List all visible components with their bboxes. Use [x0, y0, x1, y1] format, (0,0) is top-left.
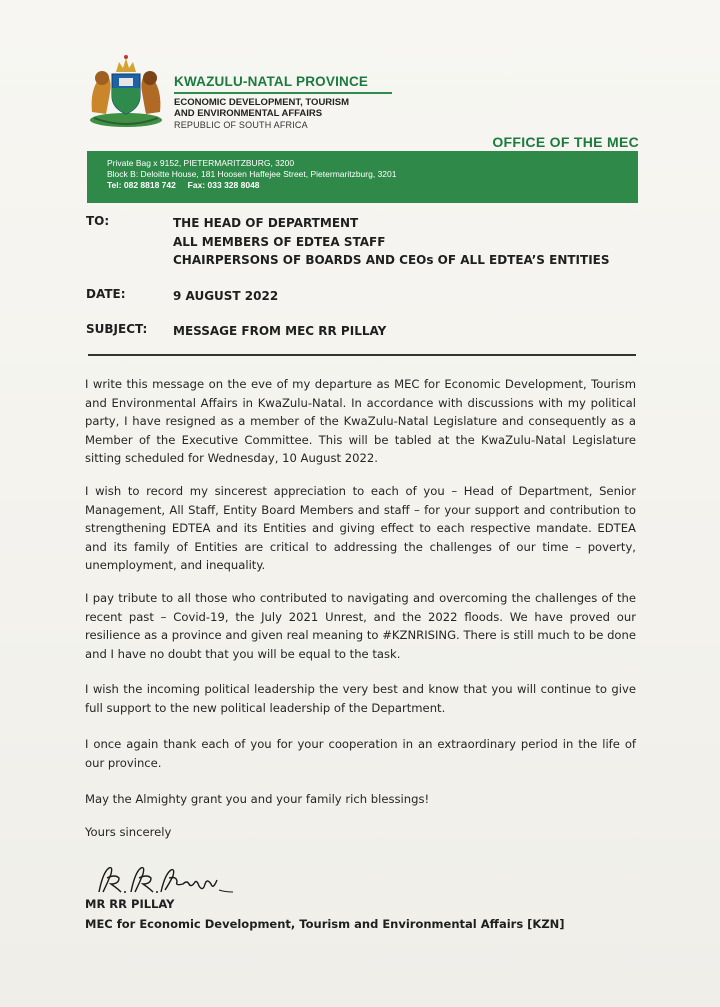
to-label: TO: — [86, 214, 110, 228]
paragraph-3: I pay tribute to all those who contributed to navigating and overcoming the challenges of the recent past – Covid-19, the July 2021 Unrest, and the 2022 floods. We have proved our resilience as a province and given real meaning to #KZNRISING. There is still much to be done and I have no doubt that you will be equal to the task. — [85, 591, 636, 661]
paragraph-2: I wish to record my sincerest appreciation to each of you – Head of Department, Senior Management, All Staff, Entity Board Members and staff – for your support and contribution to strengthening EDTEA and its Entities and giving effect to each respective mandate. EDTEA and its family of Entities are critical to addressing the challenges of our time – poverty, unemployment, and inequality. — [85, 484, 636, 573]
date-value: 9 AUGUST 2022 — [173, 289, 279, 303]
coat-of-arms-icon — [86, 52, 166, 130]
paragraph-1: I write this message on the eve of my departure as MEC for Economic Development, Tourism and Environmental Affairs in KwaZulu-Natal. In accordance with discussions with my political party, I have resigned as a member of the KwaZulu-Natal Legislature and consequently as a Member of the Executive Committee. This will be tabled at the KwaZulu-Natal Legislature sitting scheduled for Wednesday, 10 August 2022. — [85, 377, 636, 466]
fax-label: Fax: — [187, 180, 206, 190]
paragraph-4: I wish the incoming political leadership the very best and know that you will continue to give full support to the new political leadership of the Department. — [85, 682, 636, 715]
contact-bar — [87, 151, 638, 203]
organisation-name: KWAZULU-NATAL PROVINCE — [174, 74, 392, 94]
paragraph-6: May the Almighty grant you and your family rich blessings! — [85, 792, 430, 806]
paragraph-5: I once again thank each of you for your cooperation in an extraordinary period in the life of our province. — [85, 737, 636, 770]
fax-number: 033 328 8048 — [207, 180, 260, 190]
country-name: REPUBLIC OF SOUTH AFRICA — [174, 120, 308, 130]
department-line-1: ECONOMIC DEVELOPMENT, TOURISM — [174, 97, 350, 108]
subject-label: SUBJECT: — [86, 322, 148, 336]
phone-fax-line — [107, 180, 638, 191]
date-label: DATE: — [86, 287, 126, 301]
tel-label: Tel: — [107, 180, 122, 190]
street-address: Block B: Deloitte House, 181 Hoosen Haffejee Street, Pietermaritzburg, 3201 — [107, 169, 397, 179]
tel-number: 082 8818 742 — [123, 180, 176, 190]
signer-name: MR RR PILLAY — [85, 897, 175, 911]
divider-line — [88, 354, 636, 356]
office-heading: OFFICE OF THE MEC — [492, 134, 639, 150]
recipient-line-3: CHAIRPERSONS OF BOARDS AND CEOs OF ALL EDTEA’S ENTITIES — [173, 253, 610, 267]
department-name — [174, 97, 394, 119]
subject-value: MESSAGE FROM MEC RR PILLAY — [173, 324, 387, 338]
organisation-block — [174, 74, 394, 130]
recipient-line-2: ALL MEMBERS OF EDTEA STAFF — [173, 234, 386, 249]
to-recipients — [173, 214, 653, 270]
recipient-line-1: THE HEAD OF DEPARTMENT — [173, 216, 359, 230]
signer-title: MEC for Economic Development, Tourism and Environmental Affairs [KZN] — [85, 917, 565, 931]
department-line-2: AND ENVIRONMENTAL AFFAIRS — [174, 108, 323, 119]
closing-line: Yours sincerely — [85, 825, 172, 839]
handwritten-signature — [93, 862, 243, 898]
postal-address: Private Bag x 9152, PIETERMARITZBURG, 3200 — [107, 158, 295, 168]
